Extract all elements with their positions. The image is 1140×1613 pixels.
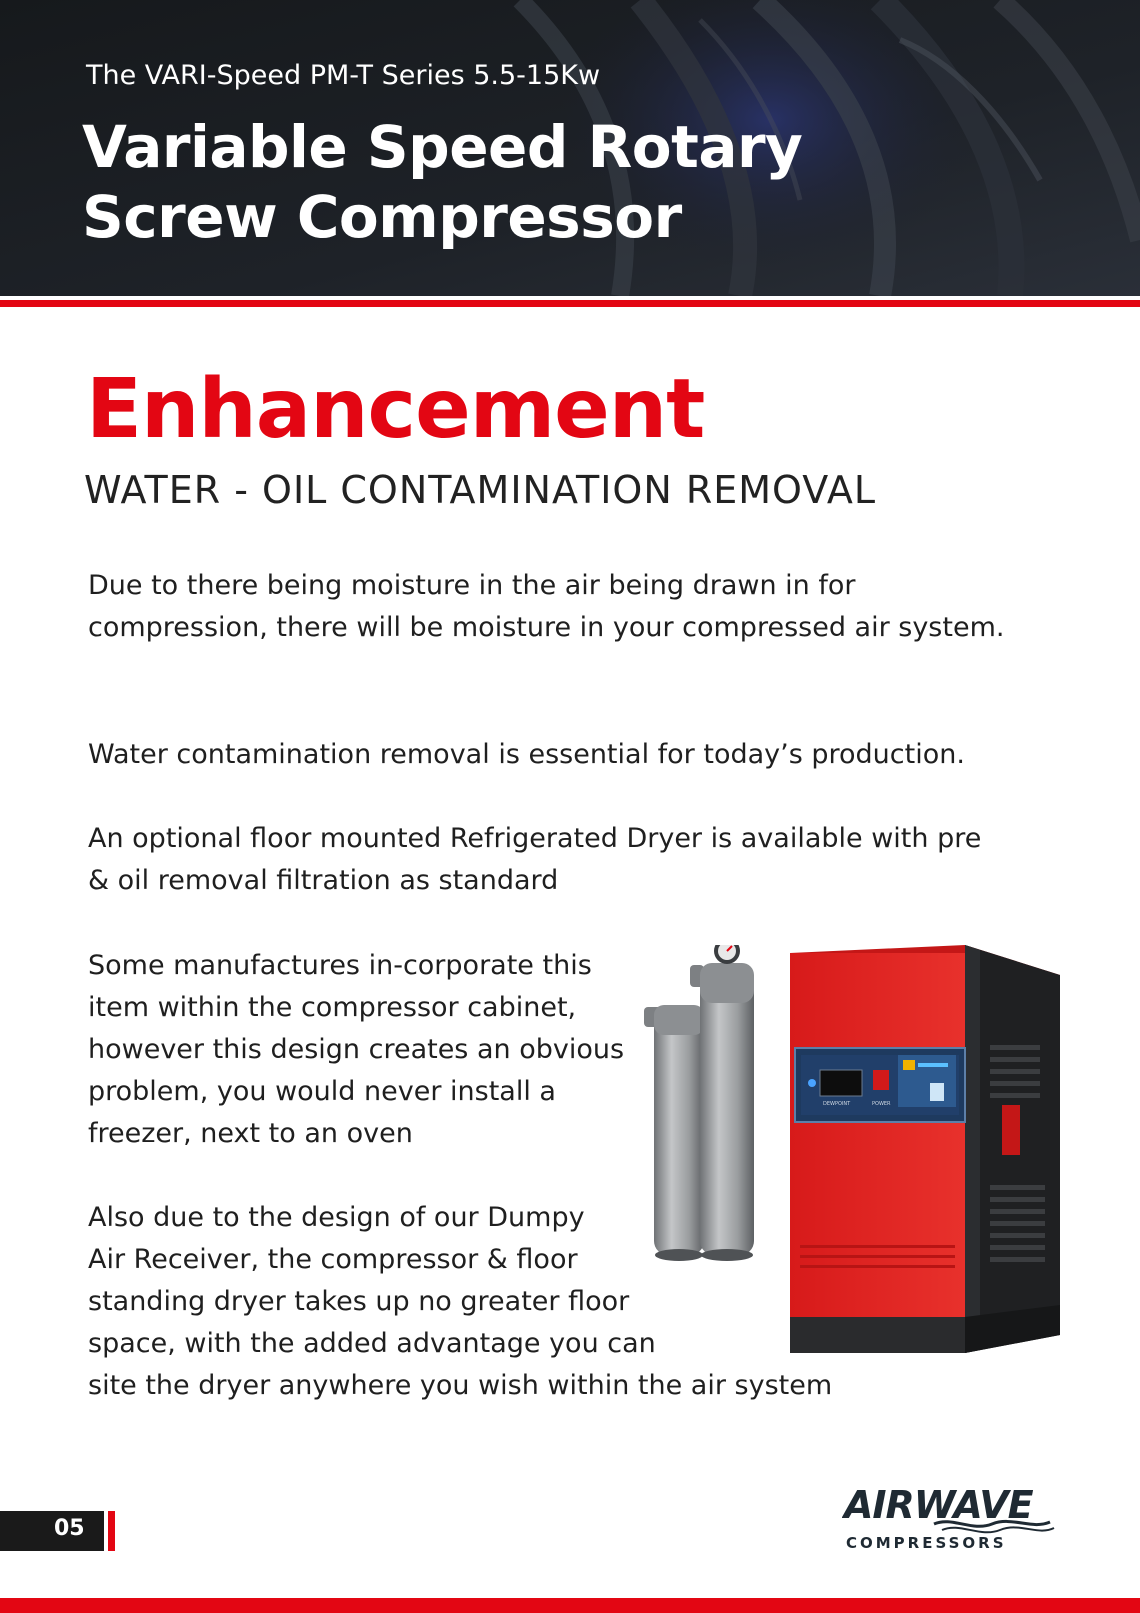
small-filter-housing — [644, 1005, 704, 1261]
paragraph-line: standing dryer takes up no greater floor — [88, 1286, 630, 1317]
paragraph-water-removal: Water contamination removal is essential for today’s production. — [88, 739, 965, 770]
page-number: 05 — [54, 1516, 85, 1541]
paragraph-line: Air Receiver, the compressor & floor — [88, 1244, 578, 1275]
refrigerated-dryer-and-filters-image — [640, 945, 1100, 1365]
page-title-line-2: Screw Compressor — [82, 183, 682, 251]
page-title — [82, 112, 802, 252]
power-label: POWER — [872, 1101, 891, 1107]
paragraph-cabinet-problem: Some manufactures in-corporate this item within the compressor cabinet, however this design creates an obvious problem, you would never install a freezer, next to an oven — [88, 950, 625, 1149]
paragraph-optional-dryer: An optional floor mounted Refrigerated Dryer is available with pre & oil removal filtration as standard — [88, 823, 982, 896]
bottom-accent-bar — [0, 1598, 1140, 1613]
dewpoint-label: DEWPOINT — [823, 1101, 851, 1107]
airwave-logo — [842, 1480, 1062, 1552]
section-heading: Enhancement — [86, 362, 705, 457]
series-subtitle: The VARI-Speed PM-T Series 5.5-15Kw — [86, 60, 601, 91]
page-number-block — [0, 1511, 104, 1551]
header-banner — [0, 0, 1140, 296]
page-number-accent — [108, 1511, 115, 1551]
refrigerated-dryer-unit — [790, 945, 1060, 1353]
section-subheading: WATER - OIL CONTAMINATION REMOVAL — [84, 468, 876, 512]
page-title-line-1: Variable Speed Rotary — [82, 113, 803, 181]
paragraph-line: site the dryer anywhere you wish within the air system — [88, 1370, 833, 1401]
logo-wordmark: AIRWAVE — [844, 1483, 1033, 1527]
logo-subtitle: COMPRESSORS — [846, 1534, 1007, 1552]
header-divider-red — [0, 300, 1140, 307]
paragraph-line: space, with the added advantage you can — [88, 1328, 656, 1359]
paragraph-moisture: Due to there being moisture in the air being drawn in for compression, there will be moisture in your compressed air system. — [88, 570, 1005, 643]
paragraph-line: Also due to the design of our Dumpy — [88, 1202, 585, 1233]
